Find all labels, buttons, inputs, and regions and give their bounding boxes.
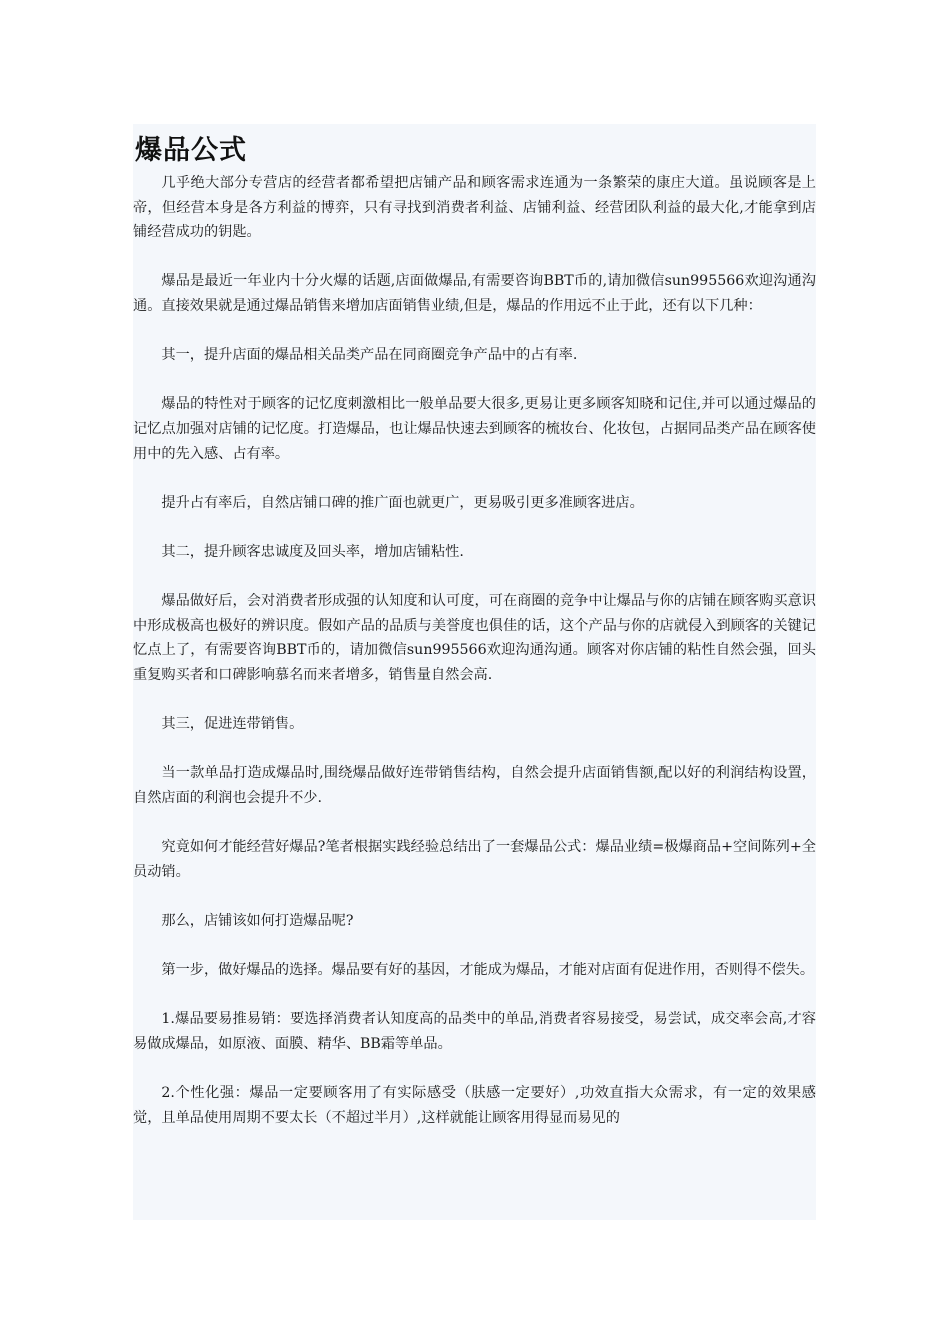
- paragraph: 那么，店铺该如何打造爆品呢?: [161, 912, 354, 929]
- paragraph: 究竟如何才能经营好爆品?笔者根据实践经验总结出了一套爆品公式：爆品业绩=极爆商品+空间陈列+全员动销。: [133, 839, 816, 880]
- paragraph: 爆品是最近一年业内十分火爆的话题,店面做爆品,有需要咨询BBT币的,请加微信sun995566欢迎沟通沟通。直接效果就是通过爆品销售来增加店面销售业绩,但是，爆品的作用远不止于此，还有以下几种：: [133, 273, 816, 314]
- paragraph: 爆品做好后，会对消费者形成强的认知度和认可度，可在商圈的竞争中让爆品与你的店铺在顾客购买意识中形成极高也极好的辨识度。假如产品的品质与美誉度也俱佳的话，这个产品与你的店就侵入到顾客的关键记忆点上了，有需要咨询BBT币的，请加微信sun995566欢迎沟通沟通。顾客对你店铺的粘性自然会强，回头重复购买者和口碑影响慕名而来者增多，销售量自然会高.: [133, 593, 816, 683]
- paragraph: 当一款单品打造成爆品时,围绕爆品做好连带销售结构，自然会提升店面销售额,配以好的利润结构设置，自然店面的利润也会提升不少.: [133, 765, 816, 806]
- paragraph: 1.爆品要易推易销：要选择消费者认知度高的品类中的单品,消费者容易接受，易尝试，成交率会高,才容易做成爆品，如原液、面膜、精华、BB霜等单品。: [133, 1011, 816, 1052]
- paragraph: 其二，提升顾客忠诚度及回头率，增加店铺粘性.: [161, 543, 464, 560]
- paragraph: 提升占有率后，自然店铺口碑的推广面也就更广，更易吸引更多准顾客进店。: [161, 494, 644, 511]
- paragraph: 其一，提升店面的爆品相关品类产品在同商圈竞争产品中的占有率.: [161, 347, 578, 364]
- paragraph: 其三，促进连带销售。: [161, 716, 304, 733]
- paragraph: 第一步，做好爆品的选择。爆品要有好的基因，才能成为爆品，才能对店面有促进作用，否则得不偿失。: [161, 962, 815, 978]
- paragraph: 爆品的特性对于顾客的记忆度刺激相比一般单品要大很多,更易让更多顾客知晓和记住,并可以通过爆品的记忆点加强对店铺的记忆度。打造爆品，也让爆品快速去到顾客的梳妆台、化妆包，占据同品类产品在顾客使用中的先入感、占有率。: [133, 396, 816, 462]
- article-title: 爆品公式: [135, 135, 247, 166]
- paragraph: 几乎绝大部分专营店的经营者都希望把店铺产品和顾客需求连通为一条繁荣的康庄大道。虽说顾客是上帝，但经营本身是各方利益的博弈，只有寻找到消费者利益、店铺利益、经营团队利益的最大化,才能拿到店铺经营成功的钥匙。: [133, 175, 816, 241]
- paragraph: 2.个性化强：爆品一定要顾客用了有实际感受（肤感一定要好）,功效直指大众需求，有一定的效果感觉，且单品使用周期不要太长（不超过半月）,这样就能让顾客用得显而易见的: [133, 1084, 816, 1126]
- article-body: [133, 124, 816, 1220]
